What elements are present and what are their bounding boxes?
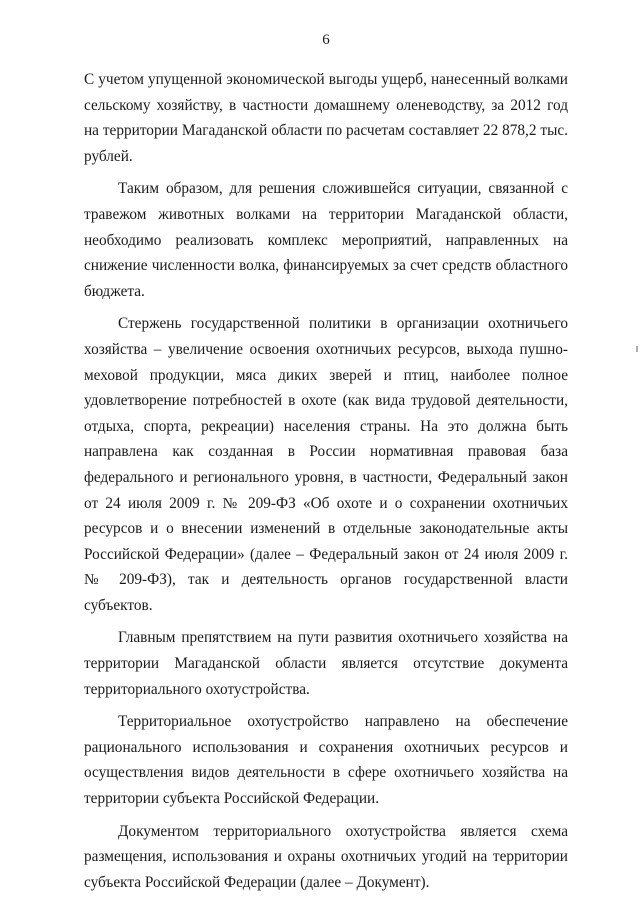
paragraph-state-policy: Стержень государственной политики в организации охотничьего хозяйства – увеличение освоения охотничьих ресурсов, выхода пушно-меховой продукции, мяса диких зверей и птиц, наиболее полное удовлетворение потребностей в охоте (как вида трудовой деятельности, отдыха, спорта, рекреации) населения страны. На это должна быть направлена как созданная в России нормативная правовая база федерального и регионального уровня, в частности, Федеральный закон от 24 июля 2009 г. № 209-ФЗ «Об охоте и о сохранении охотничьих ресурсов и о внесении изменений в отдельные законодательные акты Российской Федерации» (далее – Федеральный закон от 24 июля 2009 г. № 209-ФЗ), так и деятельность органов государственной власти субъектов. — [84, 315, 568, 614]
page-number: 6 — [322, 32, 330, 48]
paragraph-wolf-control-measures: Таким образом, для решения сложившейся ситуации, связанной с травежом животных волками на территории Магаданской области, необходимо реализовать комплекс мероприятий, направленных на снижение численности волка, финансируемых за счет средств областного бюджета. — [84, 180, 568, 300]
paragraph-territorial-hunting-planning: Территориальное охотустройство направлено на обеспечение рационального использования и сохранения охотничьих ресурсов и осуществления видов деятельности в сфере охотничьего хозяйства на территории субъекта Российской Федерации. — [84, 713, 568, 808]
body-text — [84, 67, 568, 902]
scan-edge-mark — [636, 346, 638, 352]
paragraph-document-definition: Документом территориального охотустройства является схема размещения, использования и охраны охотничьих угодий на территории субъекта Российской Федерации (далее – Документ). — [84, 822, 568, 891]
paragraph-main-obstacle: Главным препятствием на пути развития охотничьего хозяйства на территории Магаданской области является отсутствие документа территориального охотустройства. — [84, 629, 568, 698]
paragraph-damage-estimate: С учетом упущенной экономической выгоды ущерб, нанесенный волками сельскому хозяйству, в частности домашнему оленеводству, за 2012 год на территории Магаданской области по расчетам составляет 22 878,2 тыс. рублей. — [84, 71, 568, 165]
